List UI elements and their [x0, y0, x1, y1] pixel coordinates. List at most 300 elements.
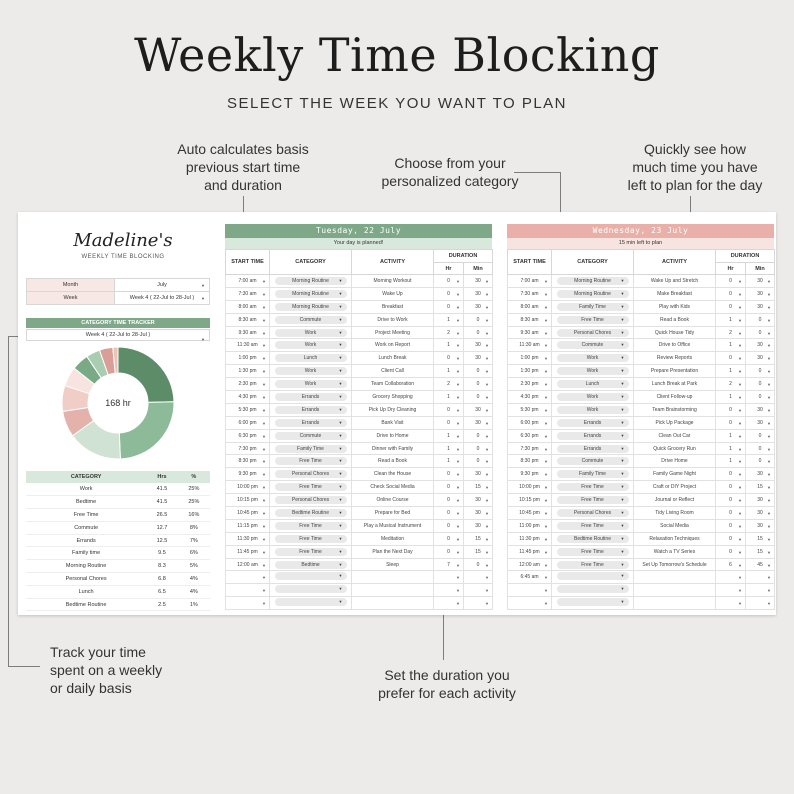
- start-time-cell[interactable]: 2:30 pm ▼: [508, 378, 552, 391]
- activity-cell[interactable]: Wake Up: [352, 287, 434, 300]
- duration-min-select[interactable]: 0 ▼: [464, 455, 493, 468]
- activity-cell[interactable]: Clean the House: [352, 468, 434, 481]
- category-cell[interactable]: [552, 339, 634, 352]
- category-select[interactable]: Personal Chores ▼: [557, 329, 629, 337]
- duration-min-select[interactable]: 30 ▼: [464, 300, 493, 313]
- category-select[interactable]: Bedtime ▼: [275, 561, 347, 569]
- category-select[interactable]: [557, 572, 629, 580]
- category-select[interactable]: [275, 585, 347, 593]
- category-select[interactable]: Errands ▼: [557, 432, 629, 440]
- start-time-cell[interactable]: 12:00 am ▼: [508, 558, 552, 571]
- duration-hr-select[interactable]: [434, 571, 464, 584]
- duration-hr-select[interactable]: 0 ▼: [434, 481, 464, 494]
- start-time-cell[interactable]: 6:45 am ▼: [508, 571, 552, 584]
- duration-min-select[interactable]: 30 ▼: [464, 275, 493, 288]
- activity-cell[interactable]: Bank Visit: [352, 416, 434, 429]
- start-time-cell[interactable]: 8:30 pm ▼: [226, 455, 270, 468]
- duration-hr-select[interactable]: 7 ▼: [434, 558, 464, 571]
- activity-cell[interactable]: Client Call: [352, 365, 434, 378]
- category-cell[interactable]: [270, 481, 352, 494]
- duration-min-select[interactable]: 0 ▼: [464, 326, 493, 339]
- duration-hr-select[interactable]: 2 ▼: [434, 326, 464, 339]
- category-select[interactable]: Morning Routine ▼: [557, 290, 629, 298]
- category-cell[interactable]: [270, 287, 352, 300]
- category-select[interactable]: Work ▼: [275, 367, 347, 375]
- category-cell[interactable]: [270, 352, 352, 365]
- start-time-cell[interactable]: 11:30 am ▼: [508, 339, 552, 352]
- start-time-cell[interactable]: 8:00 am ▼: [508, 300, 552, 313]
- activity-cell[interactable]: Work on Report: [352, 339, 434, 352]
- category-select[interactable]: Work ▼: [557, 367, 629, 375]
- start-time-cell[interactable]: 4:30 pm ▼: [508, 391, 552, 404]
- activity-cell[interactable]: Drive to Home: [352, 429, 434, 442]
- start-time-cell[interactable]: 10:15 pm ▼: [226, 494, 270, 507]
- duration-hr-select[interactable]: 1 ▼: [434, 442, 464, 455]
- activity-cell[interactable]: Set Up Tomorrow's Schedule: [634, 558, 716, 571]
- category-cell[interactable]: [552, 558, 634, 571]
- duration-hr-select[interactable]: 0 ▼: [716, 532, 746, 545]
- activity-cell[interactable]: Drive to Office: [634, 339, 716, 352]
- start-time-cell[interactable]: 11:00 pm ▼: [508, 519, 552, 532]
- activity-cell[interactable]: Read a Book: [352, 455, 434, 468]
- activity-cell[interactable]: Prepare for Bed: [352, 507, 434, 520]
- duration-min-select[interactable]: 30 ▼: [464, 352, 493, 365]
- category-select[interactable]: Work ▼: [275, 380, 347, 388]
- activity-cell[interactable]: Lunch Break at Park: [634, 378, 716, 391]
- duration-min-select[interactable]: 0 ▼: [746, 365, 775, 378]
- activity-cell[interactable]: Plan the Next Day: [352, 545, 434, 558]
- category-cell[interactable]: [270, 545, 352, 558]
- duration-min-select[interactable]: 30 ▼: [464, 416, 493, 429]
- start-time-cell[interactable]: 5:30 pm ▼: [226, 403, 270, 416]
- category-select[interactable]: Commute ▼: [275, 316, 347, 324]
- duration-hr-select[interactable]: 0 ▼: [434, 519, 464, 532]
- category-select[interactable]: Bedtime Routine ▼: [275, 509, 347, 517]
- category-cell[interactable]: [270, 416, 352, 429]
- duration-min-select[interactable]: 0 ▼: [464, 558, 493, 571]
- start-time-cell[interactable]: 10:00 pm ▼: [226, 481, 270, 494]
- duration-min-select[interactable]: 0 ▼: [746, 378, 775, 391]
- start-time-cell[interactable]: 5:30 pm ▼: [508, 403, 552, 416]
- duration-hr-select[interactable]: 1 ▼: [434, 455, 464, 468]
- category-select[interactable]: Lunch ▼: [275, 354, 347, 362]
- activity-cell[interactable]: Pick Up Dry Cleaning: [352, 403, 434, 416]
- activity-cell[interactable]: Tidy Living Room: [634, 507, 716, 520]
- duration-min-select[interactable]: 30 ▼: [464, 494, 493, 507]
- duration-min-select[interactable]: 15 ▼: [464, 545, 493, 558]
- category-select[interactable]: Personal Chores ▼: [275, 496, 347, 504]
- activity-cell[interactable]: Quick Grocery Run: [634, 442, 716, 455]
- duration-hr-select[interactable]: 0 ▼: [716, 545, 746, 558]
- activity-cell[interactable]: Breakfast: [352, 300, 434, 313]
- duration-hr-select[interactable]: 0 ▼: [716, 494, 746, 507]
- activity-cell[interactable]: Read a Book: [634, 313, 716, 326]
- activity-cell[interactable]: [634, 597, 716, 610]
- duration-hr-select[interactable]: 0 ▼: [716, 352, 746, 365]
- category-cell[interactable]: [270, 507, 352, 520]
- activity-cell[interactable]: Morning Workout: [352, 275, 434, 288]
- category-select[interactable]: [275, 572, 347, 580]
- activity-cell[interactable]: Drive Home: [634, 455, 716, 468]
- category-cell[interactable]: [552, 455, 634, 468]
- start-time-cell[interactable]: 7:30 am ▼: [508, 287, 552, 300]
- duration-min-select[interactable]: 0 ▼: [746, 391, 775, 404]
- category-select[interactable]: Errands ▼: [557, 445, 629, 453]
- start-time-cell[interactable]: 2:30 pm ▼: [226, 378, 270, 391]
- duration-min-select[interactable]: 15 ▼: [746, 545, 775, 558]
- category-cell[interactable]: [552, 545, 634, 558]
- duration-min-select[interactable]: 30 ▼: [746, 507, 775, 520]
- duration-min-select[interactable]: 30 ▼: [464, 339, 493, 352]
- category-select[interactable]: Free Time ▼: [557, 561, 629, 569]
- duration-hr-select[interactable]: 6 ▼: [716, 558, 746, 571]
- activity-cell[interactable]: Online Course: [352, 494, 434, 507]
- category-cell[interactable]: [552, 391, 634, 404]
- start-time-cell[interactable]: 6:00 pm ▼: [226, 416, 270, 429]
- category-select[interactable]: Morning Routine ▼: [557, 277, 629, 285]
- duration-min-select[interactable]: [464, 584, 493, 597]
- duration-hr-select[interactable]: 0 ▼: [716, 403, 746, 416]
- duration-hr-select[interactable]: 1 ▼: [716, 429, 746, 442]
- duration-min-select[interactable]: 0 ▼: [746, 313, 775, 326]
- category-select[interactable]: Errands ▼: [275, 393, 347, 401]
- category-select[interactable]: Work ▼: [275, 329, 347, 337]
- activity-cell[interactable]: Prepare Presentation: [634, 365, 716, 378]
- duration-min-select[interactable]: 0 ▼: [746, 429, 775, 442]
- activity-cell[interactable]: Sleep: [352, 558, 434, 571]
- duration-min-select[interactable]: 30 ▼: [746, 352, 775, 365]
- start-time-cell[interactable]: 7:30 pm ▼: [508, 442, 552, 455]
- category-cell[interactable]: [270, 584, 352, 597]
- category-cell[interactable]: [552, 326, 634, 339]
- category-cell[interactable]: [552, 352, 634, 365]
- duration-hr-select[interactable]: 0 ▼: [434, 494, 464, 507]
- duration-hr-select[interactable]: 0 ▼: [434, 403, 464, 416]
- duration-hr-select[interactable]: [716, 597, 746, 610]
- duration-min-select[interactable]: 30 ▼: [464, 519, 493, 532]
- start-time-cell[interactable]: 12:00 am ▼: [226, 558, 270, 571]
- activity-cell[interactable]: Wake Up and Stretch: [634, 275, 716, 288]
- activity-cell[interactable]: Drive to Work: [352, 313, 434, 326]
- start-time-cell[interactable]: 11:45 pm ▼: [226, 545, 270, 558]
- start-time-cell[interactable]: 11:30 pm ▼: [508, 532, 552, 545]
- duration-hr-select[interactable]: 2 ▼: [716, 378, 746, 391]
- duration-min-select[interactable]: 0 ▼: [746, 326, 775, 339]
- category-select[interactable]: Morning Routine ▼: [275, 277, 347, 285]
- duration-min-select[interactable]: 30 ▼: [464, 403, 493, 416]
- category-cell[interactable]: [270, 403, 352, 416]
- activity-cell[interactable]: Pick Up Package: [634, 416, 716, 429]
- category-cell[interactable]: [552, 429, 634, 442]
- activity-cell[interactable]: Clean Out Car: [634, 429, 716, 442]
- activity-cell[interactable]: Play with Kids: [634, 300, 716, 313]
- start-time-cell[interactable]: 11:45 pm ▼: [508, 545, 552, 558]
- duration-min-select[interactable]: 30 ▼: [746, 519, 775, 532]
- start-time-cell[interactable]: [508, 584, 552, 597]
- duration-hr-select[interactable]: 0 ▼: [434, 532, 464, 545]
- duration-min-select[interactable]: 15 ▼: [464, 481, 493, 494]
- category-select[interactable]: Free Time ▼: [275, 457, 347, 465]
- start-time-cell[interactable]: 11:15 pm ▼: [226, 519, 270, 532]
- duration-min-select[interactable]: 45 ▼: [746, 558, 775, 571]
- category-select[interactable]: [557, 598, 629, 606]
- duration-min-select[interactable]: 30 ▼: [464, 507, 493, 520]
- duration-min-select[interactable]: [464, 597, 493, 610]
- activity-cell[interactable]: [634, 584, 716, 597]
- category-cell[interactable]: [552, 468, 634, 481]
- duration-min-select[interactable]: 0 ▼: [746, 455, 775, 468]
- start-time-cell[interactable]: 9:30 am ▼: [226, 326, 270, 339]
- duration-min-select[interactable]: [746, 584, 775, 597]
- category-select[interactable]: Work ▼: [557, 393, 629, 401]
- activity-cell[interactable]: Social Media: [634, 519, 716, 532]
- start-time-cell[interactable]: 11:30 am ▼: [226, 339, 270, 352]
- category-cell[interactable]: [270, 532, 352, 545]
- category-select[interactable]: Commute ▼: [557, 457, 629, 465]
- category-cell[interactable]: [270, 365, 352, 378]
- duration-hr-select[interactable]: 1 ▼: [716, 313, 746, 326]
- duration-hr-select[interactable]: 0 ▼: [716, 275, 746, 288]
- duration-min-select[interactable]: [464, 571, 493, 584]
- start-time-cell[interactable]: 10:45 pm ▼: [226, 507, 270, 520]
- duration-min-select[interactable]: 0 ▼: [464, 365, 493, 378]
- category-cell[interactable]: [552, 403, 634, 416]
- start-time-cell[interactable]: 10:00 pm ▼: [508, 481, 552, 494]
- category-cell[interactable]: [552, 300, 634, 313]
- start-time-cell[interactable]: 1:30 pm ▼: [508, 365, 552, 378]
- category-cell[interactable]: [270, 275, 352, 288]
- start-time-cell[interactable]: [226, 597, 270, 610]
- duration-min-select[interactable]: 30 ▼: [464, 287, 493, 300]
- category-select[interactable]: Errands ▼: [275, 419, 347, 427]
- category-cell[interactable]: [270, 339, 352, 352]
- duration-min-select[interactable]: 30 ▼: [464, 468, 493, 481]
- start-time-cell[interactable]: 8:00 am ▼: [226, 300, 270, 313]
- start-time-cell[interactable]: 4:30 pm ▼: [226, 391, 270, 404]
- duration-min-select[interactable]: 0 ▼: [464, 378, 493, 391]
- duration-hr-select[interactable]: [716, 584, 746, 597]
- category-select[interactable]: Work ▼: [557, 354, 629, 362]
- start-time-cell[interactable]: 9:30 pm ▼: [508, 468, 552, 481]
- month-select[interactable]: July ▼: [115, 279, 210, 292]
- activity-cell[interactable]: Craft or DIY Project: [634, 481, 716, 494]
- duration-hr-select[interactable]: 1 ▼: [716, 365, 746, 378]
- category-cell[interactable]: [270, 429, 352, 442]
- duration-hr-select[interactable]: 0 ▼: [434, 468, 464, 481]
- activity-cell[interactable]: Client Follow-up: [634, 391, 716, 404]
- duration-hr-select[interactable]: 1 ▼: [434, 313, 464, 326]
- category-cell[interactable]: [270, 313, 352, 326]
- start-time-cell[interactable]: 7:30 am ▼: [226, 287, 270, 300]
- category-select[interactable]: Free Time ▼: [557, 496, 629, 504]
- category-select[interactable]: Family Time ▼: [275, 445, 347, 453]
- category-select[interactable]: Free Time ▼: [275, 483, 347, 491]
- category-select[interactable]: Morning Routine ▼: [275, 290, 347, 298]
- duration-hr-select[interactable]: 0 ▼: [434, 507, 464, 520]
- duration-hr-select[interactable]: [716, 571, 746, 584]
- duration-hr-select[interactable]: 0 ▼: [434, 545, 464, 558]
- category-cell[interactable]: [552, 287, 634, 300]
- category-cell[interactable]: [552, 532, 634, 545]
- category-select[interactable]: Free Time ▼: [557, 522, 629, 530]
- category-select[interactable]: Free Time ▼: [275, 548, 347, 556]
- start-time-cell[interactable]: 8:30 am ▼: [508, 313, 552, 326]
- start-time-cell[interactable]: 6:00 pm ▼: [508, 416, 552, 429]
- start-time-cell[interactable]: [226, 584, 270, 597]
- category-cell[interactable]: [270, 519, 352, 532]
- category-cell[interactable]: [270, 455, 352, 468]
- category-select[interactable]: [557, 585, 629, 593]
- category-cell[interactable]: [270, 391, 352, 404]
- category-cell[interactable]: [270, 442, 352, 455]
- category-select[interactable]: Lunch ▼: [557, 380, 629, 388]
- duration-min-select[interactable]: 30 ▼: [746, 339, 775, 352]
- activity-cell[interactable]: Review Reports: [634, 352, 716, 365]
- duration-min-select[interactable]: 15 ▼: [746, 532, 775, 545]
- start-time-cell[interactable]: 8:30 am ▼: [226, 313, 270, 326]
- start-time-cell[interactable]: 10:15 pm ▼: [508, 494, 552, 507]
- duration-hr-select[interactable]: 1 ▼: [434, 391, 464, 404]
- category-cell[interactable]: [270, 300, 352, 313]
- category-cell[interactable]: [270, 378, 352, 391]
- duration-min-select[interactable]: 30 ▼: [746, 494, 775, 507]
- category-select[interactable]: Commute ▼: [557, 341, 629, 349]
- start-time-cell[interactable]: 11:30 pm ▼: [226, 532, 270, 545]
- category-select[interactable]: Family Time ▼: [557, 303, 629, 311]
- start-time-cell[interactable]: 7:30 pm ▼: [226, 442, 270, 455]
- activity-cell[interactable]: Watch a TV Series: [634, 545, 716, 558]
- duration-hr-select[interactable]: 0 ▼: [716, 519, 746, 532]
- activity-cell[interactable]: Project Meeting: [352, 326, 434, 339]
- category-select[interactable]: Work ▼: [557, 406, 629, 414]
- activity-cell[interactable]: Play a Musical Instrument: [352, 519, 434, 532]
- start-time-cell[interactable]: 1:00 pm ▼: [226, 352, 270, 365]
- duration-hr-select[interactable]: [434, 584, 464, 597]
- category-cell[interactable]: [552, 597, 634, 610]
- duration-min-select[interactable]: 0 ▼: [746, 442, 775, 455]
- category-cell[interactable]: [270, 326, 352, 339]
- duration-hr-select[interactable]: 2 ▼: [434, 378, 464, 391]
- start-time-cell[interactable]: 1:30 pm ▼: [226, 365, 270, 378]
- activity-cell[interactable]: Family Game Night: [634, 468, 716, 481]
- duration-hr-select[interactable]: [434, 597, 464, 610]
- duration-min-select[interactable]: 30 ▼: [746, 403, 775, 416]
- start-time-cell[interactable]: 9:30 pm ▼: [226, 468, 270, 481]
- start-time-cell[interactable]: 8:30 pm ▼: [508, 455, 552, 468]
- category-cell[interactable]: [270, 597, 352, 610]
- category-select[interactable]: Errands ▼: [275, 406, 347, 414]
- start-time-cell[interactable]: 9:30 am ▼: [508, 326, 552, 339]
- start-time-cell[interactable]: [508, 597, 552, 610]
- category-select[interactable]: Errands ▼: [557, 419, 629, 427]
- category-select[interactable]: Free Time ▼: [557, 316, 629, 324]
- duration-hr-select[interactable]: 1 ▼: [716, 339, 746, 352]
- activity-cell[interactable]: Check Social Media: [352, 481, 434, 494]
- duration-min-select[interactable]: 0 ▼: [464, 391, 493, 404]
- duration-min-select[interactable]: 15 ▼: [464, 532, 493, 545]
- duration-min-select[interactable]: 15 ▼: [746, 481, 775, 494]
- duration-hr-select[interactable]: 1 ▼: [716, 455, 746, 468]
- category-select[interactable]: Family Time ▼: [557, 470, 629, 478]
- category-cell[interactable]: [270, 558, 352, 571]
- activity-cell[interactable]: [352, 597, 434, 610]
- category-select[interactable]: Free Time ▼: [557, 483, 629, 491]
- activity-cell[interactable]: Meditation: [352, 532, 434, 545]
- category-cell[interactable]: [552, 275, 634, 288]
- week-select[interactable]: Week 4 ( 22-Jul to 28-Jul ) ▼: [115, 292, 210, 305]
- category-cell[interactable]: [552, 378, 634, 391]
- category-cell[interactable]: [552, 584, 634, 597]
- duration-min-select[interactable]: [746, 571, 775, 584]
- category-select[interactable]: Personal Chores ▼: [557, 509, 629, 517]
- category-select[interactable]: Free Time ▼: [557, 548, 629, 556]
- category-select[interactable]: Personal Chores ▼: [275, 470, 347, 478]
- duration-hr-select[interactable]: 2 ▼: [716, 326, 746, 339]
- category-cell[interactable]: [552, 416, 634, 429]
- duration-hr-select[interactable]: 0 ▼: [434, 275, 464, 288]
- duration-hr-select[interactable]: 0 ▼: [434, 352, 464, 365]
- duration-hr-select[interactable]: 1 ▼: [716, 391, 746, 404]
- duration-hr-select[interactable]: 1 ▼: [434, 339, 464, 352]
- category-cell[interactable]: [552, 442, 634, 455]
- start-time-cell[interactable]: 1:00 pm ▼: [508, 352, 552, 365]
- category-cell[interactable]: [270, 494, 352, 507]
- start-time-cell[interactable]: 10:45 pm ▼: [508, 507, 552, 520]
- start-time-cell[interactable]: 6:30 pm ▼: [508, 429, 552, 442]
- category-cell[interactable]: [552, 313, 634, 326]
- duration-hr-select[interactable]: 0 ▼: [716, 300, 746, 313]
- start-time-cell[interactable]: [226, 571, 270, 584]
- duration-min-select[interactable]: [746, 597, 775, 610]
- start-time-cell[interactable]: 7:00 am ▼: [508, 275, 552, 288]
- activity-cell[interactable]: Team Brainstorming: [634, 403, 716, 416]
- duration-min-select[interactable]: 30 ▼: [746, 468, 775, 481]
- category-select[interactable]: Free Time ▼: [275, 522, 347, 530]
- duration-hr-select[interactable]: 0 ▼: [716, 468, 746, 481]
- duration-min-select[interactable]: 0 ▼: [464, 442, 493, 455]
- activity-cell[interactable]: Grocery Shopping: [352, 391, 434, 404]
- tracker-week-select[interactable]: Week 4 ( 22-Jul to 28-Jul ) ▼: [26, 329, 210, 341]
- activity-cell[interactable]: [634, 571, 716, 584]
- duration-hr-select[interactable]: 0 ▼: [716, 507, 746, 520]
- activity-cell[interactable]: [352, 571, 434, 584]
- duration-min-select[interactable]: 30 ▼: [746, 275, 775, 288]
- category-cell[interactable]: [552, 507, 634, 520]
- duration-min-select[interactable]: 30 ▼: [746, 300, 775, 313]
- category-select[interactable]: Work ▼: [275, 341, 347, 349]
- duration-hr-select[interactable]: 0 ▼: [434, 416, 464, 429]
- duration-hr-select[interactable]: 0 ▼: [716, 416, 746, 429]
- activity-cell[interactable]: Team Collaboration: [352, 378, 434, 391]
- activity-cell[interactable]: Lunch Break: [352, 352, 434, 365]
- start-time-cell[interactable]: 6:30 pm ▼: [226, 429, 270, 442]
- category-cell[interactable]: [270, 468, 352, 481]
- duration-min-select[interactable]: 30 ▼: [746, 416, 775, 429]
- duration-hr-select[interactable]: 0 ▼: [434, 287, 464, 300]
- duration-hr-select[interactable]: 0 ▼: [716, 287, 746, 300]
- activity-cell[interactable]: Dinner with Family: [352, 442, 434, 455]
- duration-hr-select[interactable]: 1 ▼: [434, 365, 464, 378]
- category-select[interactable]: Morning Routine ▼: [275, 303, 347, 311]
- duration-min-select[interactable]: 0 ▼: [464, 429, 493, 442]
- category-cell[interactable]: [552, 494, 634, 507]
- start-time-cell[interactable]: 7:00 am ▼: [226, 275, 270, 288]
- duration-hr-select[interactable]: 0 ▼: [716, 481, 746, 494]
- category-select[interactable]: [275, 598, 347, 606]
- category-select[interactable]: Bedtime Routine ▼: [557, 535, 629, 543]
- activity-cell[interactable]: Relaxation Techniques: [634, 532, 716, 545]
- activity-cell[interactable]: Quick House Tidy: [634, 326, 716, 339]
